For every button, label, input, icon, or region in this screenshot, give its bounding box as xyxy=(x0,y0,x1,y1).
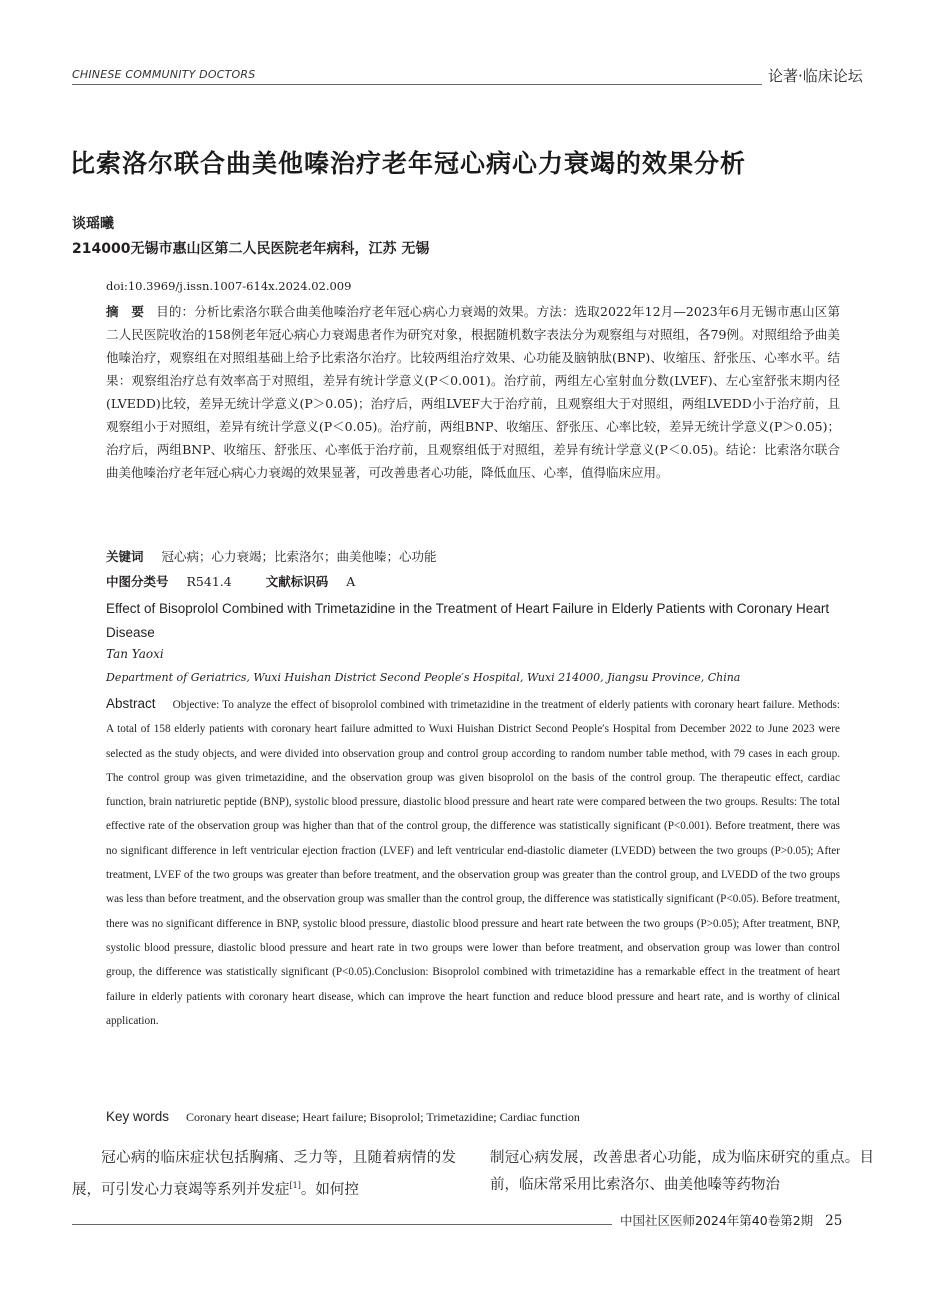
author-en: Tan Yaoxi xyxy=(106,647,164,661)
classification-label: 中图分类号 xyxy=(106,574,169,589)
affiliation-en: Department of Geriatrics, Wuxi Huishan District Second People′s Hospital, Wuxi 214000, Jiangsu Province, China xyxy=(106,671,741,684)
author: 谈瑶曦 xyxy=(72,216,114,232)
document-code-label: 文献标识码 xyxy=(265,574,329,589)
header-rule xyxy=(72,84,762,85)
section-label: 论著·临床论坛 xyxy=(768,67,863,85)
page-number: 25 xyxy=(825,1213,843,1229)
abstract-cn-label: 摘 要 xyxy=(106,304,145,319)
abstract-cn xyxy=(106,300,840,484)
abstract-cn-text: 目的：分析比索洛尔联合曲美他嗪治疗老年冠心病心力衰竭的效果。方法：选取2022年12月—2023年6月无锡市惠山区第二人民医院收治的158例老年冠心病心力衰竭患者作为研究对象，根据随机数字表法分为观察组与对照组，各79例。对照组给予曲美他嗪治疗，观察组在对照组基础上给予比索洛尔治疗。比较两组治疗效果、心功能及脑钠肽(BNP)、收缩压、舒张压、心率水平。结果：观察组治疗总有效率高于对照组，差异有统计学意义(P＜0.001)。治疗前，两组左心室射血分数(LVEF)、左心室舒张末期内径(LVEDD)比较，差异无统计学意义(P＞0.05)；治疗后，两组LVEF大于治疗前，且观察组大于对照组，两组LVEDD小于治疗前，且观察组小于对照组，差异有统计学意义(P＜0.05)。治疗前，两组BNP、收缩压、舒张压、心率比较，差异无统计学意义(P＞0.05)；治疗后，两组BNP、收缩压、舒张压、心率低于治疗前，且观察组低于对照组，差异有统计学意义(P＜0.05)。结论：比索洛尔联合曲美他嗪治疗老年冠心病心力衰竭的效果显著，可改善患者心功能，降低血压、心率，值得临床应用。 xyxy=(106,304,840,480)
body-column-left xyxy=(72,1145,456,1204)
journal-name-en: CHINESE COMMUNITY DOCTORS xyxy=(72,68,256,81)
body-left-tail: 。如何控 xyxy=(300,1181,359,1198)
abstract-en xyxy=(106,692,840,1033)
keywords-en-label: Key words xyxy=(106,1109,170,1124)
keywords-cn-text: 冠心病；心力衰竭；比索洛尔；曲美他嗪；心功能 xyxy=(161,549,437,564)
keywords-en xyxy=(106,1109,580,1125)
keywords-cn xyxy=(106,547,437,565)
document-code-value: A xyxy=(346,574,356,589)
affiliation: 214000无锡市惠山区第二人民医院老年病科，江苏 无锡 xyxy=(72,241,430,257)
abstract-en-label: Abstract xyxy=(106,696,156,711)
keywords-cn-label: 关键词 xyxy=(106,549,144,564)
keywords-en-text: Coronary heart disease; Heart failure; Bisoprolol; Trimetazidine; Cardiac function xyxy=(186,1110,580,1124)
footer-rule xyxy=(72,1224,612,1225)
body-column-right: 制冠心病发展，改善患者心功能，成为临床研究的重点。目前，临床常采用比索洛尔、曲美他嗪等药物治 xyxy=(490,1150,874,1193)
footer xyxy=(620,1211,842,1229)
classification xyxy=(106,572,355,590)
abstract-en-text: Objective: To analyze the effect of bisoprolol combined with trimetazidine in the treatment of elderly patients with coronary heart failure. Methods: A total of 158 elderly patients with coronary heart failure admitted to Wuxi Huishan District Second People′s Hospital from December 2022 to June 2023 were selected as the study objects, and were divided into observation group and control group according to random number table method, with 79 cases in each group. The control group was given trimetazidine, and the observation group was given bisoprolol on the basis of the control group. The therapeutic effect, cardiac function, brain natriuretic peptide (BNP), systolic blood pressure, diastolic blood pressure and heart rate were compared between the two groups. Results: The total effective rate of the observation group was higher than that of the control group, the difference was statistically significant (P<0.001). Before treatment, there was no significant difference in left ventricular ejection fraction (LVEF) and left ventricular end-diastolic diameter (LVEDD) between the two groups (P>0.05); After treatment, LVEF of the two groups was greater than before treatment, and the observation group was greater than the control group, and LVEDD of the two groups was less than before treatment, and the observation group was smaller than the control group, the difference was statistically significant (P<0.05). Before treatment, there was no significant difference in BNP, systolic blood pressure, diastolic blood pressure and heart rate between the two groups (P>0.05); After treatment, BNP, systolic blood pressure, diastolic blood pressure and heart rate in two groups were lower than before treatment, and observation group was lower than control group, the difference was statistically significant (P<0.05).Conclusion: Bisoprolol combined with trimetazidine has a remarkable effect in the treatment of heart failure in elderly patients with coronary heart disease, which can improve the heart function and reduce blood pressure and heart rate, and is worthy of clinical application. xyxy=(106,699,840,1027)
footer-journal: 中国社区医师2024年第40卷第2期 xyxy=(620,1213,814,1228)
citation-ref[interactable]: [1] xyxy=(289,1181,301,1190)
classification-value: R541.4 xyxy=(186,574,232,589)
doi: doi:10.3969/j.issn.1007-614x.2024.02.009 xyxy=(106,279,352,293)
article-title: 比索洛尔联合曲美他嗪治疗老年冠心病心力衰竭的效果分析 xyxy=(70,149,747,178)
article-title-en: Effect of Bisoprolol Combined with Trimetazidine in the Treatment of Heart Failure in Elderly Patients with Coronary Heart Disease xyxy=(106,601,830,640)
body-left-text: 冠心病的临床症状包括胸痛、乏力等，且随着病情的发展，可引发心力衰竭等系列并发症 xyxy=(72,1150,456,1198)
